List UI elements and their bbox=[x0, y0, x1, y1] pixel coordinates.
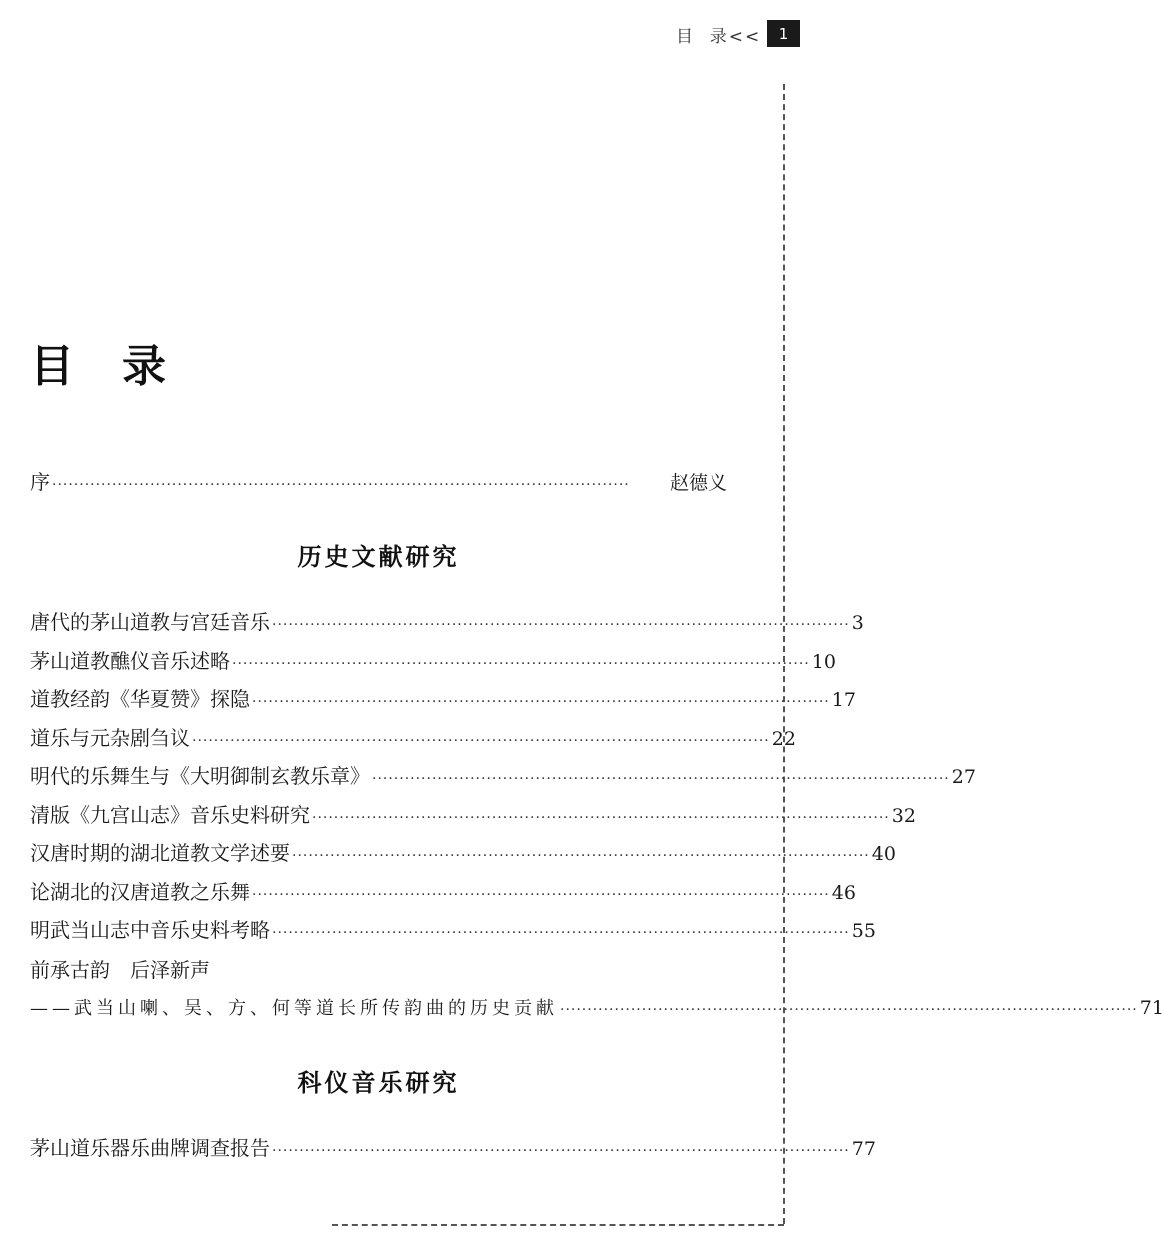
toc-entry-page: 40 bbox=[871, 843, 896, 865]
dot-leader: ·········································································································· bbox=[272, 617, 850, 633]
dot-leader: ·········································································································· bbox=[272, 1143, 850, 1159]
toc-row[interactable] bbox=[30, 607, 864, 637]
toc-entry-page: 3 bbox=[851, 612, 864, 634]
header-label: 目 录<< bbox=[676, 27, 762, 47]
toc-entry-page: 55 bbox=[851, 920, 876, 942]
toc-entry-title: 道乐与元杂剧刍议 bbox=[30, 726, 190, 750]
toc-row[interactable] bbox=[30, 761, 976, 791]
dot-leader: ·········································································································· bbox=[560, 1002, 1138, 1018]
dot-leader: ·········································································································· bbox=[372, 771, 950, 787]
toc-row[interactable] bbox=[30, 646, 836, 676]
toc-row[interactable] bbox=[30, 838, 896, 868]
toc-entry-title: 明武当山志中音乐史料考略 bbox=[30, 918, 270, 942]
toc-entry-title: 汉唐时期的湖北道教文学述要 bbox=[30, 841, 290, 865]
toc-entry-page: 71 bbox=[1139, 997, 1164, 1019]
dot-leader: ·········································································································· bbox=[52, 477, 630, 493]
toc-row-preface[interactable] bbox=[30, 467, 727, 497]
toc-entry-title: 唐代的茅山道教与宫廷音乐 bbox=[30, 610, 270, 634]
page-title: 目录 bbox=[30, 341, 214, 392]
toc-entry-title: 道教经韵《华夏赞》探隐 bbox=[30, 687, 250, 711]
page-number-badge: 1 bbox=[767, 20, 800, 47]
section-heading: 历史文献研究 bbox=[297, 543, 460, 571]
toc-entry-title: 序 bbox=[30, 470, 50, 494]
toc-entry-page: 22 bbox=[771, 728, 796, 750]
toc-row[interactable] bbox=[30, 915, 876, 945]
dashed-horizontal-rule bbox=[332, 1224, 784, 1226]
dot-leader: ·········································································································· bbox=[272, 925, 850, 941]
dot-leader: ·········································································································· bbox=[252, 887, 830, 903]
toc-row[interactable] bbox=[30, 684, 856, 714]
toc-entry-subtitle: ——武当山喇、吴、方、何等道长所传韵曲的历史贡献 bbox=[30, 998, 558, 1019]
dot-leader: ·········································································································· bbox=[192, 733, 770, 749]
toc-row[interactable] bbox=[30, 800, 916, 830]
toc-row[interactable] bbox=[30, 877, 856, 907]
dot-leader: ·········································································································· bbox=[232, 656, 810, 672]
toc-entry-title: 茅山道教醮仪音乐述略 bbox=[30, 649, 230, 673]
toc-entry-page: 77 bbox=[851, 1138, 876, 1160]
toc-entry-title: 论湖北的汉唐道教之乐舞 bbox=[30, 880, 250, 904]
toc-row-subtitle[interactable] bbox=[30, 993, 1164, 1023]
toc-entry-main-title[interactable]: 前承古韵 后泽新声 bbox=[30, 958, 210, 982]
toc-entry-title: 清版《九宫山志》音乐史料研究 bbox=[30, 803, 310, 827]
toc-row[interactable] bbox=[30, 723, 796, 753]
toc-entry-page: 46 bbox=[831, 882, 856, 904]
toc-entry-title: 明代的乐舞生与《大明御制玄教乐章》 bbox=[30, 764, 370, 788]
dot-leader: ·········································································································· bbox=[292, 848, 870, 864]
toc-entry-page: 32 bbox=[891, 805, 916, 827]
toc-row[interactable] bbox=[30, 1133, 876, 1163]
toc-entry-title: 茅山道乐器乐曲牌调查报告 bbox=[30, 1136, 270, 1160]
toc-entry-page: 10 bbox=[811, 651, 836, 673]
dot-leader: ·········································································································· bbox=[312, 810, 890, 826]
toc-entry-page: 27 bbox=[951, 766, 976, 788]
section-heading: 科仪音乐研究 bbox=[297, 1069, 460, 1097]
toc-entry-page: 17 bbox=[831, 689, 856, 711]
toc-entry-author: 赵德义 bbox=[669, 472, 727, 494]
dot-leader: ·········································································································· bbox=[252, 694, 830, 710]
